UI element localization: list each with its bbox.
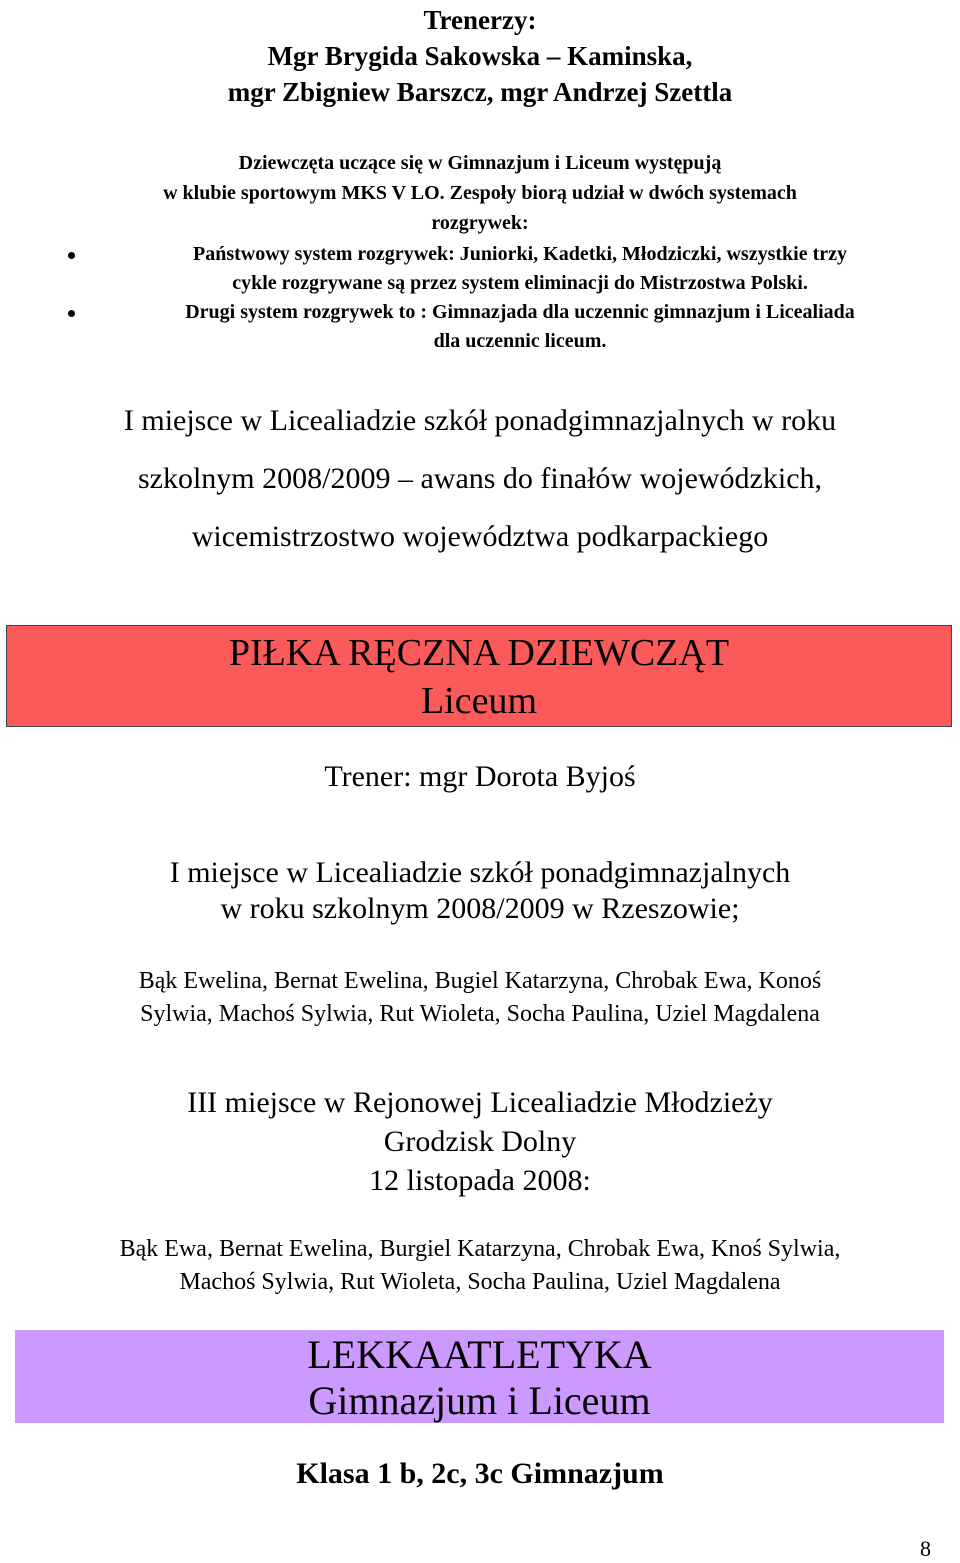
handball-result-2	[0, 1083, 960, 1200]
list-item-line-2: dla uczennic liceum.	[433, 330, 607, 352]
bullet-icon	[68, 252, 75, 259]
list-item-line-2: cykle rozgrywane są przez system eliminacji do Mistrzostwa Polski.	[232, 272, 808, 294]
coaches-names	[0, 38, 960, 110]
handball-coach: Trener: mgr Dorota Byjoś	[324, 760, 636, 793]
achievement-text	[0, 392, 960, 566]
handball-banner-title: PIŁKA RĘCZNA DZIEWCZĄT	[228, 632, 730, 674]
intro-paragraph	[0, 148, 960, 238]
handball-banner-subtitle: Liceum	[420, 680, 538, 722]
list-item-line-1: Drugi system rozgrywek to : Gimnazjada dla uczennic gimnazjum i Licealiada	[185, 301, 855, 323]
handball-team-1-line-2: Sylwia, Machoś Sylwia, Rut Wioleta, Socha Paulina, Uziel Magdalena	[140, 1001, 820, 1027]
intro-line-3: rozgrywek:	[431, 212, 529, 234]
handball-result-2-line-3: 12 listopada 2008:	[369, 1164, 591, 1197]
systems-list	[62, 240, 942, 356]
achievement-line-2: szkolnym 2008/2009 – awans do finałów wojewódzkich,	[137, 462, 823, 495]
handball-banner	[6, 625, 952, 727]
handball-team-2	[0, 1233, 960, 1299]
handball-team-1-line-1: Bąk Ewelina, Bernat Ewelina, Bugiel Katarzyna, Chrobak Ewa, Konoś	[138, 968, 822, 994]
handball-result-1-line-2: w roku szkolnym 2008/2009 w Rzeszowie;	[220, 892, 740, 925]
list-item	[62, 240, 942, 298]
page-number: 8	[920, 1536, 931, 1561]
handball-team-1	[0, 965, 960, 1031]
handball-result-2-line-2: Grodzisk Dolny	[383, 1125, 577, 1158]
list-item	[62, 298, 942, 356]
handball-result-1	[0, 855, 960, 927]
coaches-line-2: mgr Zbigniew Barszcz, mgr Andrzej Szettla	[227, 77, 733, 107]
athletics-banner-subtitle: Gimnazjum i Liceum	[308, 1378, 651, 1423]
athletics-classes: Klasa 1 b, 2c, 3c Gimnazjum	[296, 1457, 664, 1490]
intro-line-2: w klubie sportowym MKS V LO. Zespoły biorą udział w dwóch systemach	[163, 182, 797, 204]
athletics-banner	[15, 1330, 944, 1423]
intro-line-1: Dziewczęta uczące się w Gimnazjum i Liceum występują	[238, 152, 722, 174]
coaches-line-1: Mgr Brygida Sakowska – Kaminska,	[267, 41, 693, 71]
list-item-line-1: Państwowy system rozgrywek: Juniorki, Kadetki, Młodziczki, wszystkie trzy	[192, 243, 847, 265]
handball-result-2-line-1: III miejsce w Rejonowej Licealiadzie Młodzieży	[187, 1086, 773, 1119]
coaches-title: Trenerzy:	[423, 5, 537, 35]
achievement-line-1: I miejsce w Licealiadzie szkół ponadgimnazjalnych w roku	[123, 404, 837, 437]
handball-team-2-line-2: Machoś Sylwia, Rut Wioleta, Socha Paulina, Uziel Magdalena	[179, 1269, 781, 1295]
handball-result-1-line-1: I miejsce w Licealiadzie szkół ponadgimnazjalnych	[169, 856, 791, 889]
athletics-banner-title: LEKKAATLETYKA	[307, 1332, 652, 1377]
bullet-icon	[68, 310, 75, 317]
achievement-line-3: wicemistrzostwo województwa podkarpackiego	[191, 520, 769, 553]
handball-team-2-line-1: Bąk Ewa, Bernat Ewelina, Burgiel Katarzyna, Chrobak Ewa, Knoś Sylwia,	[119, 1236, 841, 1262]
